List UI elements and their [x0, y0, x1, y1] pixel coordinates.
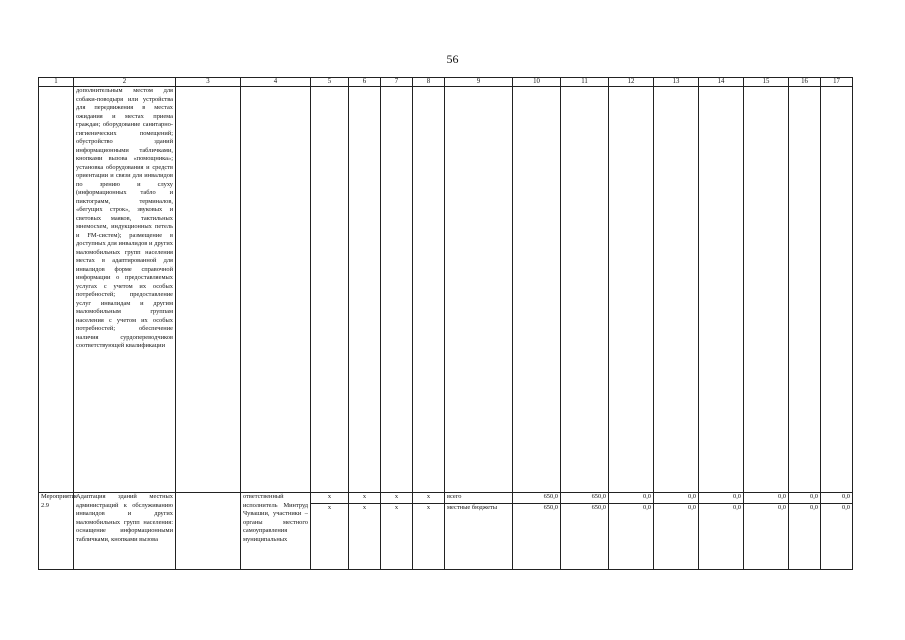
- cell-empty: [349, 87, 381, 493]
- col-number: 6: [349, 78, 381, 87]
- cell-x: х: [349, 493, 381, 504]
- col-number: 3: [176, 78, 241, 87]
- col-number: 13: [654, 78, 699, 87]
- col-number: 4: [241, 78, 311, 87]
- col-number: 5: [311, 78, 349, 87]
- cell-empty: [176, 493, 241, 570]
- cell-empty: [609, 87, 654, 493]
- amount-cell: 0,0: [654, 504, 699, 570]
- amount-cell: 650,0: [513, 493, 561, 504]
- amount-cell: 0,0: [744, 504, 789, 570]
- amount-cell: 650,0: [513, 504, 561, 570]
- cell-empty: [513, 87, 561, 493]
- measure-row-total: [39, 493, 853, 504]
- col-number: 2: [74, 78, 176, 87]
- cell-empty: [789, 87, 821, 493]
- cell-empty: [176, 87, 241, 493]
- cell-empty: [39, 87, 74, 493]
- cell-x: х: [349, 504, 381, 570]
- col-number: 9: [445, 78, 513, 87]
- cell-empty: [561, 87, 609, 493]
- continuation-row: [39, 87, 853, 493]
- amount-cell: 0,0: [789, 493, 821, 504]
- col-number: 15: [744, 78, 789, 87]
- cell-x: х: [413, 493, 445, 504]
- col-number: 10: [513, 78, 561, 87]
- amount-cell: 0,0: [609, 493, 654, 504]
- amount-cell: 0,0: [654, 493, 699, 504]
- col-number: 1: [39, 78, 74, 87]
- funding-source: всего: [445, 493, 513, 504]
- continuation-text: дополнительным местом для собаки-поводыря или устройства для передвижения в местах ожидания и местах приема граждан; оборудование санитарно-гигиенических помещений; обустройство зданий информационными табличками, кнопками вызова «помощника»; установка оборудования и средств ориентации и связи для инвалидов по зрению и слуху (информационных табло и пиктограмм, терминалов, «бегущих строк», звуковых и световых маяков, тактильных мнемосхем, индукционных петель и FM-систем); размещение в доступных для инвалидов и других маломобильных групп населения местах в адаптированной для инвалидов форме справочной информации о предоставляемых услугах с учетом их особых потребностей; предоставление услуг инвалидам и другим маломобильным группам населения с учетом их особых потребностей; обеспечение наличия сурдопереводчиков соответствующей квалификации: [74, 87, 176, 493]
- cell-empty: [744, 87, 789, 493]
- col-number: 16: [789, 78, 821, 87]
- column-number-row: [39, 78, 853, 87]
- measure-executor: ответственный исполнитель Минтруд Чувашии, участники – органы местного самоуправления муниципальных: [241, 493, 311, 570]
- amount-cell: 0,0: [744, 493, 789, 504]
- col-number: 17: [821, 78, 853, 87]
- measure-description: Адаптация зданий местных администраций к обслуживанию инвалидов и других маломобильных групп населения: оснащение информационными табличками, кнопками вызова: [74, 493, 176, 570]
- cell-x: х: [381, 493, 413, 504]
- amount-cell: 0,0: [699, 493, 744, 504]
- col-number: 14: [699, 78, 744, 87]
- cell-x: х: [311, 493, 349, 504]
- col-number: 7: [381, 78, 413, 87]
- col-number: 8: [413, 78, 445, 87]
- cell-x: х: [311, 504, 349, 570]
- amount-cell: 650,0: [561, 493, 609, 504]
- cell-x: х: [413, 504, 445, 570]
- cell-empty: [413, 87, 445, 493]
- cell-empty: [241, 87, 311, 493]
- cell-empty: [445, 87, 513, 493]
- cell-empty: [311, 87, 349, 493]
- amount-cell: 650,0: [561, 504, 609, 570]
- cell-empty: [821, 87, 853, 493]
- col-number: 11: [561, 78, 609, 87]
- amount-cell: 0,0: [609, 504, 654, 570]
- amount-cell: 0,0: [821, 504, 853, 570]
- cell-x: х: [381, 504, 413, 570]
- cell-empty: [699, 87, 744, 493]
- cell-empty: [381, 87, 413, 493]
- measure-label: Мероприятие 2.9: [39, 493, 74, 570]
- cell-empty: [654, 87, 699, 493]
- program-table: [38, 77, 853, 570]
- page-number: 56: [446, 52, 459, 66]
- col-number: 12: [609, 78, 654, 87]
- funding-source: местные бюджеты: [445, 504, 513, 570]
- amount-cell: 0,0: [699, 504, 744, 570]
- amount-cell: 0,0: [821, 493, 853, 504]
- amount-cell: 0,0: [789, 504, 821, 570]
